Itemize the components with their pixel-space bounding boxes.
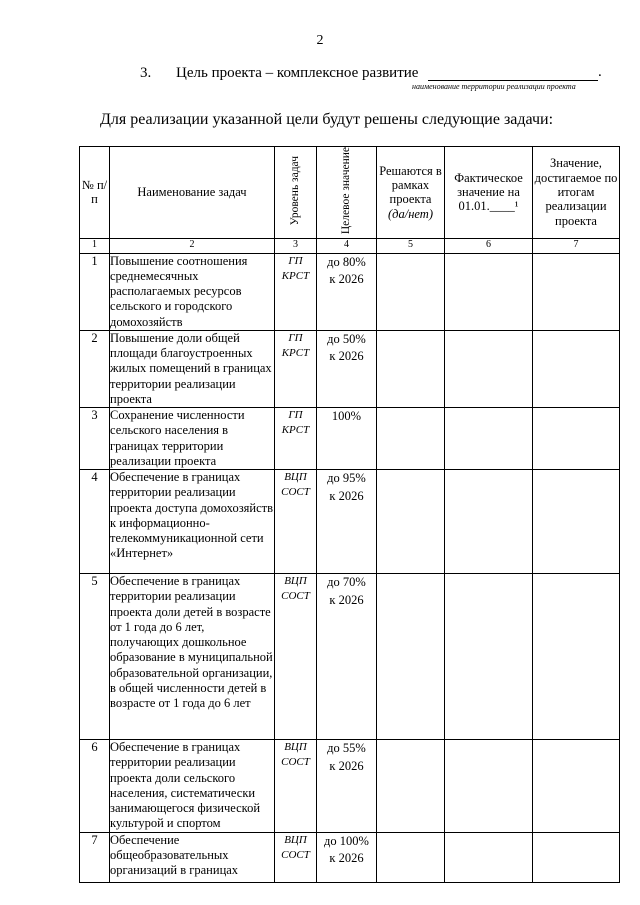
row-number: 7	[80, 832, 110, 882]
tasks-intro: Для реализации указанной цели будут решены следующие задачи:	[100, 111, 554, 128]
solved-cell[interactable]	[377, 832, 445, 882]
goal-number: 3.	[140, 65, 152, 81]
target-value: 100%	[317, 408, 377, 470]
task-name: Обеспечение в границах территории реализации проекта доступа домохозяйств к информационно-телекоммуникационной сети «Интернет»	[110, 470, 275, 574]
header-task-name: Наименование задач	[110, 147, 275, 239]
row-number: 4	[80, 470, 110, 574]
target-value: до 95% к 2026	[317, 470, 377, 574]
target-value: до 70% к 2026	[317, 574, 377, 740]
table-header-row	[80, 147, 620, 239]
solved-cell[interactable]	[377, 574, 445, 740]
table-row	[80, 330, 620, 407]
task-level: ВЦП СОСТ	[275, 832, 317, 882]
tasks-table	[79, 146, 620, 883]
column-number-row	[80, 238, 620, 253]
goal-line	[140, 65, 418, 82]
column-number: 4	[317, 238, 377, 253]
achieved-value-cell[interactable]	[533, 740, 620, 833]
page-number: 2	[316, 33, 324, 48]
achieved-value-cell[interactable]	[533, 470, 620, 574]
row-number: 2	[80, 330, 110, 407]
target-value: до 80% к 2026	[317, 253, 377, 330]
task-name: Обеспечение в границах территории реализации проекта доли детей в возрасте от 1 года до 6 лет, получающих дошкольное образование в муниципальной образовательной организации, в общей численности детей в возрасте от 1 года до 6 лет	[110, 574, 275, 740]
achieved-value-cell[interactable]	[533, 574, 620, 740]
task-level: ВЦП СОСТ	[275, 740, 317, 833]
header-actual: Фактическое значение на 01.01.____¹	[445, 147, 533, 239]
column-number: 3	[275, 238, 317, 253]
header-solved: Решаются в рамках проекта (да/нет)	[377, 147, 445, 239]
goal-fill-in-blank	[428, 80, 598, 81]
achieved-value-cell[interactable]	[533, 408, 620, 470]
task-name: Повышение доли общей площади благоустроенных жилых помещений в границах территории реализации проекта	[110, 330, 275, 407]
solved-cell[interactable]	[377, 253, 445, 330]
task-level: ГП КРСТ	[275, 253, 317, 330]
header-num: № п/п	[80, 147, 110, 239]
task-level: ВЦП СОСТ	[275, 470, 317, 574]
column-number: 7	[533, 238, 620, 253]
actual-value-cell[interactable]	[445, 408, 533, 470]
table-row	[80, 574, 620, 740]
table-row	[80, 253, 620, 330]
column-number: 1	[80, 238, 110, 253]
task-name: Повышение соотношения среднемесячных располагаемых ресурсов сельского и городского домохозяйств	[110, 253, 275, 330]
actual-value-cell[interactable]	[445, 330, 533, 407]
table-row	[80, 470, 620, 574]
target-value: до 50% к 2026	[317, 330, 377, 407]
solved-cell[interactable]	[377, 408, 445, 470]
task-level: ГП КРСТ	[275, 408, 317, 470]
task-name: Обеспечение в границах территории реализации проекта доли сельского населения, систематически занимающегося физической культурой и спортом	[110, 740, 275, 833]
table-row	[80, 832, 620, 882]
actual-value-cell[interactable]	[445, 740, 533, 833]
target-value: до 55% к 2026	[317, 740, 377, 833]
row-number: 5	[80, 574, 110, 740]
column-number: 6	[445, 238, 533, 253]
actual-value-cell[interactable]	[445, 470, 533, 574]
achieved-value-cell[interactable]	[533, 330, 620, 407]
table-row	[80, 408, 620, 470]
task-level: ВЦП СОСТ	[275, 574, 317, 740]
solved-cell[interactable]	[377, 330, 445, 407]
column-number: 5	[377, 238, 445, 253]
goal-period: .	[598, 64, 602, 80]
solved-cell[interactable]	[377, 740, 445, 833]
header-target: Целевое значение	[317, 147, 377, 239]
header-level: Уровень задач	[275, 147, 317, 239]
row-number: 6	[80, 740, 110, 833]
task-name: Обеспечение общеобразовательных организаций в границах	[110, 832, 275, 882]
task-name: Сохранение численности сельского населения в границах территории реализации проекта	[110, 408, 275, 470]
actual-value-cell[interactable]	[445, 832, 533, 882]
header-achieved: Значение, достигаемое по итогам реализации проекта	[533, 147, 620, 239]
actual-value-cell[interactable]	[445, 574, 533, 740]
actual-value-cell[interactable]	[445, 253, 533, 330]
solved-cell[interactable]	[377, 470, 445, 574]
row-number: 1	[80, 253, 110, 330]
column-number: 2	[110, 238, 275, 253]
target-value: до 100% к 2026	[317, 832, 377, 882]
goal-text: Цель проекта – комплексное развитие	[176, 65, 419, 81]
task-level: ГП КРСТ	[275, 330, 317, 407]
achieved-value-cell[interactable]	[533, 832, 620, 882]
goal-caption: наименование территории реализации проекта	[412, 82, 576, 91]
table-row	[80, 740, 620, 833]
row-number: 3	[80, 408, 110, 470]
achieved-value-cell[interactable]	[533, 253, 620, 330]
